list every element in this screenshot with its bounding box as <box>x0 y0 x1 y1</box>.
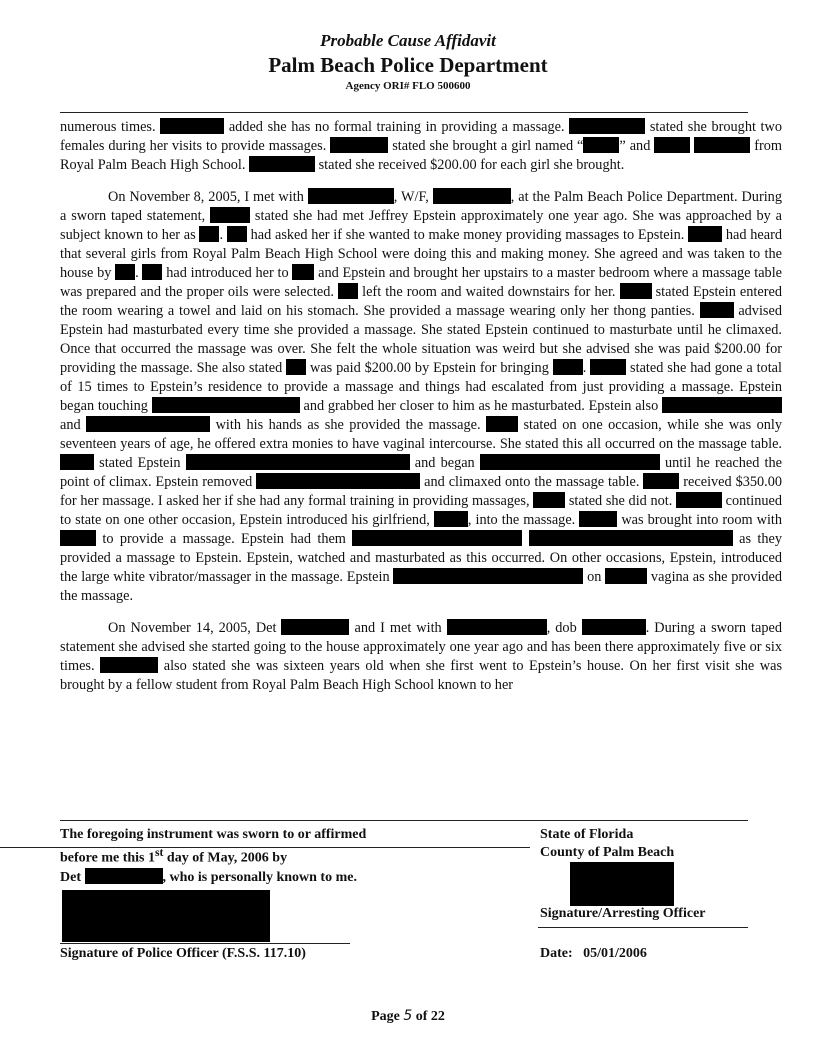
redaction-block <box>434 511 468 527</box>
redaction-block <box>447 619 547 635</box>
header-rule <box>60 112 748 113</box>
redaction-block <box>620 283 652 299</box>
redaction-block <box>115 264 135 280</box>
sworn-statement: The foregoing instrument was sworn to or affirmed before me this 1st day of May, 2006 by Det , who is personally known to me. <box>60 827 367 885</box>
document-subtitle: Probable Cause Affidavit <box>320 31 496 50</box>
redaction-block <box>569 118 645 134</box>
redaction-block <box>60 530 96 546</box>
redaction-block <box>338 283 358 299</box>
redaction-block <box>654 137 690 153</box>
redaction-block <box>160 118 224 134</box>
officer-signature-line <box>60 943 350 944</box>
redaction-block <box>249 156 315 172</box>
officer-signature-redaction <box>62 890 270 942</box>
redaction-block <box>330 137 388 153</box>
document-title: Palm Beach Police Department <box>268 53 548 77</box>
arresting-signature-line <box>538 927 748 928</box>
redaction-block <box>256 473 420 489</box>
jurisdiction: State of Florida County of Palm Beach <box>540 827 675 860</box>
date-value: 05/01/2006 <box>583 946 647 961</box>
redaction-block <box>142 264 162 280</box>
paragraph-3: On November 14, 2005, Det and I met with , dob . During a sworn taped statement she advised she started going to the house approximately one year ago and has been there approximately five or six times. also stated she was sixteen years old when she first went to Epstein’s house. On her first visit she was brought by a fellow student from Royal Palm Beach High School known to her <box>60 620 783 693</box>
redaction-block <box>85 868 163 884</box>
redaction-block <box>688 226 722 242</box>
redaction-block <box>186 454 410 470</box>
affidavit-body <box>60 118 782 708</box>
redaction-block <box>100 657 158 673</box>
redaction-block <box>700 302 734 318</box>
redaction-block <box>152 397 300 413</box>
redaction-block <box>480 454 660 470</box>
redaction-block <box>605 568 647 584</box>
redaction-block <box>393 568 583 584</box>
redaction-block <box>60 454 94 470</box>
redaction-block <box>583 137 619 153</box>
redaction-block <box>643 473 679 489</box>
redaction-block <box>210 207 250 223</box>
redaction-block <box>286 359 306 375</box>
redaction-block <box>582 619 646 635</box>
redaction-block <box>533 492 565 508</box>
footer-rule <box>60 820 748 821</box>
redaction-block <box>486 416 518 432</box>
arresting-officer-label: Signature/Arresting Officer <box>540 906 706 921</box>
redaction-block <box>352 530 522 546</box>
redaction-block <box>553 359 583 375</box>
redaction-block <box>590 359 626 375</box>
redaction-block <box>662 397 782 413</box>
officer-signature-label: Signature of Police Officer (F.S.S. 117.10) <box>60 946 306 961</box>
date-line: Date: 05/01/2006 <box>540 946 647 961</box>
redaction-block <box>579 511 617 527</box>
paragraph-2: On November 8, 2005, I met with , W/F, , at the Palm Beach Police Department. During a sworn taped statement, stated she had met Jeffrey Epstein approximately one year ago. She was approached by a subject known to her as . had asked her if she wanted to make money providing massages to Epstein. had heard that several girls from Royal Palm Beach High School were doing this and making money. She agreed and was taken to the house by . had introduced her to and Epstein and brought her upstairs to a master bedroom where a massage table was prepared and the proper oils were selected. left the room and waited downstairs for her. stated Epstein entered the room wearing a towel and laid on his stomach. She provided a massage wearing only her thong panties. advised Epstein had masturbated every time she provided a massage. She stated Epstein continued to masturbate until he climaxed. Once that occurred the massage was over. She felt the whole situation was weird but she advised she was paid $200.00 for providing the massage. She also stated was paid $200.00 by Epstein for bringing . stated she had gone a total of 15 times to Epstein’s residence to provide a massage and things had escalated from just providing a massage. Epstein began touching and grabbed her closer to him as he masturbated. Epstein also and with his hands as she provided the massage. stated on one occasion, while she was only seventeen years of age, he offered extra monies to have vaginal intercourse. She stated this all occurred on the massage table. stated Epstein and began until he reached the point of climax. Epstein removed and climaxed onto the massage table. received $350.00 for her massage. I asked her if she had any formal training in providing massages, stated she did not. continued to state on one other occasion, Epstein introduced his girlfriend, , into the massage. was brought into room with to provide a massage. Epstein had them as they provided a massage to Epstein. Epstein, watched and masturbated as this occurred. On other occasions, Epstein, introduced the large white vibrator/massager in the massage. Epstein on vagina as she provided the massage. <box>60 189 783 604</box>
redaction-block <box>529 530 733 546</box>
agency-ori: Agency ORI# FLO 500600 <box>345 80 471 92</box>
redaction-block <box>227 226 247 242</box>
redaction-block <box>433 188 511 204</box>
redaction-block <box>292 264 314 280</box>
redaction-block <box>281 619 349 635</box>
redaction-block <box>86 416 210 432</box>
paragraph-1: numerous times. added she has no formal training in providing a massage. stated she brought two females during her visits to provide massages. stated she brought a girl named “ ” and from Royal Palm Beach High School. stated she received $200.00 for each girl she brought. <box>60 119 783 173</box>
redaction-block <box>308 188 394 204</box>
page-number: Page 5 of 22 <box>371 1008 445 1024</box>
redaction-block <box>676 492 722 508</box>
document-header <box>0 30 816 94</box>
sworn-underline <box>0 847 530 848</box>
redaction-block <box>694 137 750 153</box>
arresting-signature-redaction <box>570 862 674 906</box>
redaction-block <box>199 226 219 242</box>
